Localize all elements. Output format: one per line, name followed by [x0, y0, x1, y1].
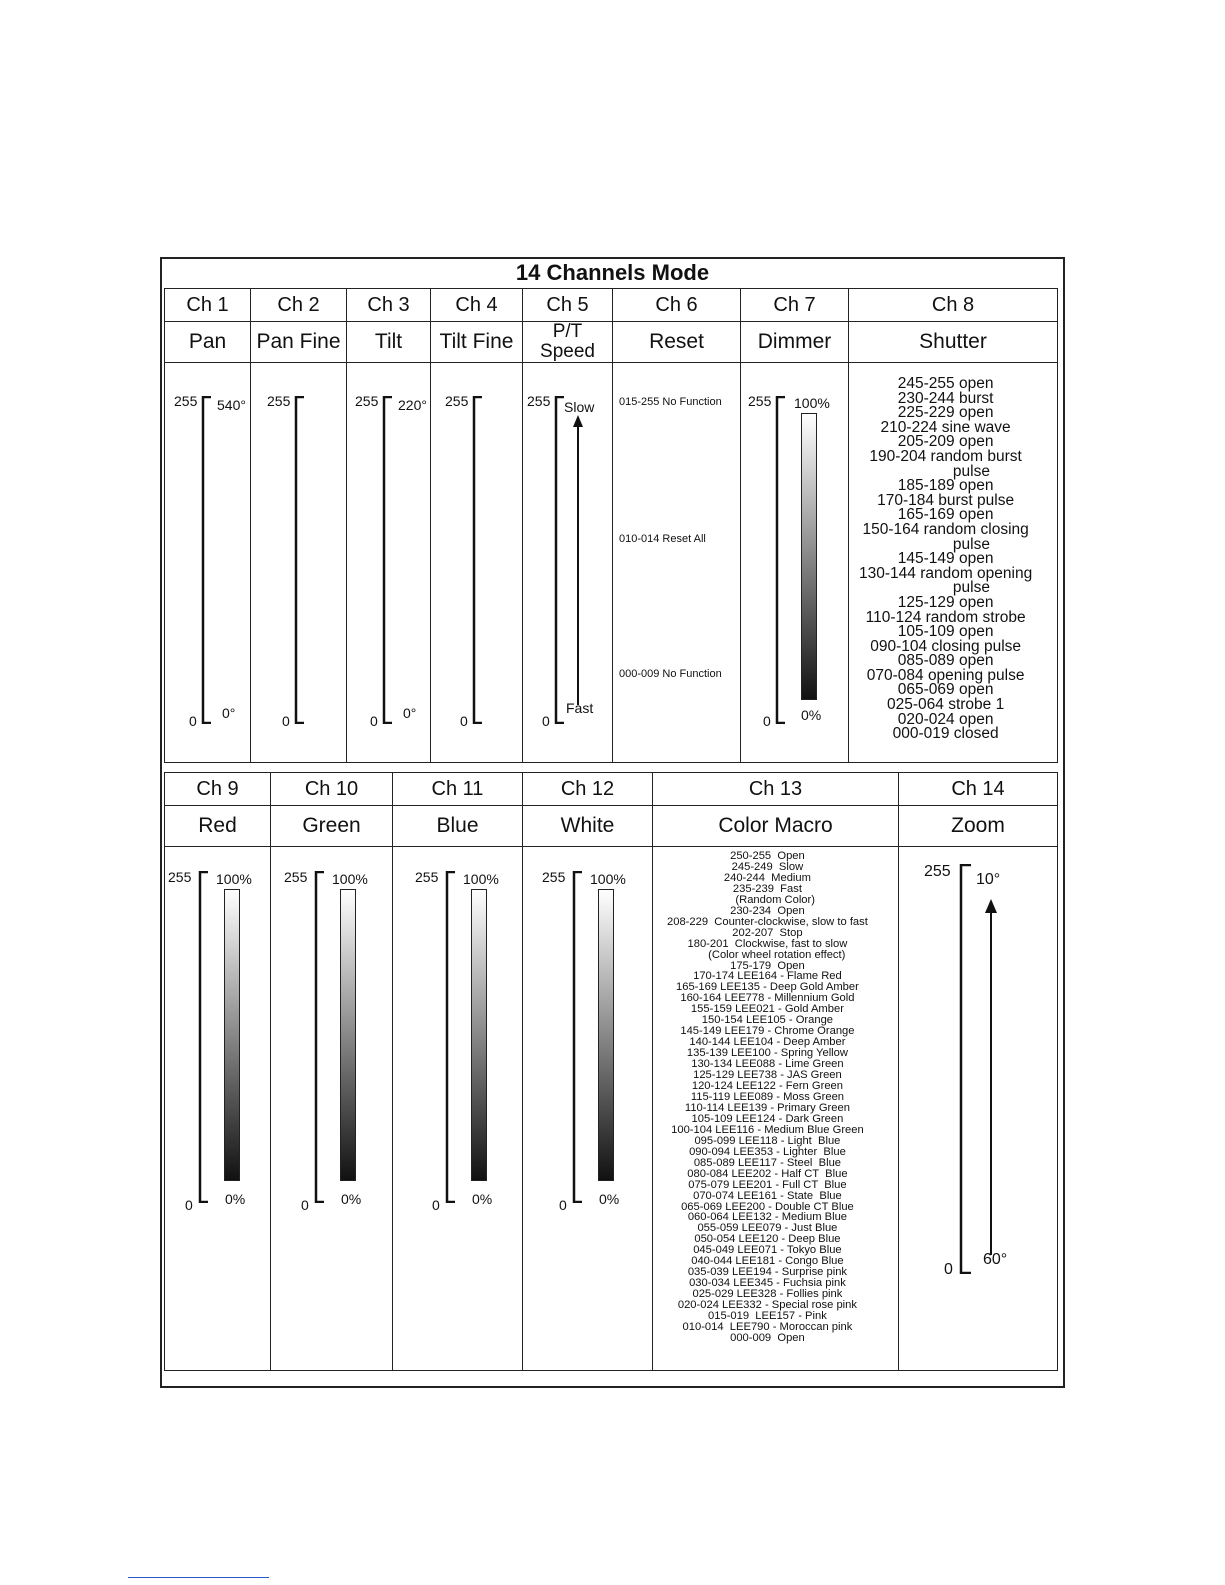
ch8-range-item: 230-244 burst: [897, 389, 994, 407]
ch8-range-item: 150-164 random closing: [862, 520, 1029, 538]
ch12-bottom-label: 0%: [599, 1191, 620, 1207]
ch1-header: Ch 1: [165, 289, 251, 322]
ch13-range-item: 090-094 LEE353 - Lighter Blue: [689, 1145, 846, 1158]
ch10-function: Green: [271, 806, 393, 847]
ch13-range-item: 165-169 LEE135 - Deep Gold Amber: [676, 981, 859, 994]
ch8-range-item: pulse: [901, 579, 990, 597]
ch13-range-item: 140-144 LEE104 - Deep Amber: [689, 1036, 846, 1049]
ch14-range-bracket: [959, 864, 975, 1274]
ch13-range-item: 145-149 LEE179 - Chrome Orange: [680, 1025, 855, 1038]
ch13-range-item: 180-201 Clockwise, fast to slow: [687, 937, 848, 950]
ch13-range-item: 230-234 Open: [730, 904, 805, 917]
ch8-range-item: 185-189 open: [897, 477, 994, 495]
ch8-range-item: 170-184 burst pulse: [877, 491, 1015, 509]
ch11-function: Blue: [393, 806, 523, 847]
ch14-range-cell: [899, 847, 1058, 1371]
ch3-header: Ch 3: [347, 289, 431, 322]
ch4-range-cell: [431, 363, 523, 763]
ch5-range-cell: [523, 363, 613, 763]
ch3-function: Tilt: [347, 322, 431, 363]
ch4-range-bracket: [472, 396, 486, 724]
ch13-range-item: 150-154 LEE105 - Orange: [701, 1014, 834, 1027]
ch8-range-item: 210-224 sine wave: [880, 418, 1011, 436]
channel-table-top: [164, 288, 1058, 763]
ch8-range-item: 025-064 strobe 1: [887, 696, 1005, 714]
ch14-header: Ch 14: [899, 773, 1058, 806]
ch13-color-macro-list: [667, 851, 868, 1344]
ch3-range-bracket: [382, 396, 396, 724]
ch7-min: 0: [763, 713, 771, 729]
ch8-range-item: 205-209 open: [897, 433, 994, 451]
ch13-range-item: 050-054 LEE120 - Deep Blue: [694, 1233, 841, 1246]
ch9-top-label: 100%: [216, 871, 252, 887]
ch7-range-cell: [741, 363, 849, 763]
ch8-range-item: 070-084 opening pulse: [866, 666, 1025, 684]
ch11-min: 0: [432, 1197, 440, 1213]
ch7-max: 255: [748, 393, 772, 409]
ch1-bottom-label: 0°: [222, 705, 236, 721]
ch11-max: 255: [415, 869, 439, 885]
ch13-range-item: 202-207 Stop: [732, 926, 803, 939]
ch8-range-item: 105-109 open: [897, 623, 994, 641]
ch10-min: 0: [301, 1197, 309, 1213]
ch9-bottom-label: 0%: [225, 1191, 246, 1207]
ch12-range-cell: [523, 847, 653, 1371]
ch8-range-item: pulse: [901, 462, 990, 480]
ch11-range-cell: [393, 847, 523, 1371]
ch8-header: Ch 8: [849, 289, 1058, 322]
ch8-range-item: 020-024 open: [897, 710, 994, 728]
ch13-range-item: 115-119 LEE089 - Moss Green: [690, 1090, 845, 1103]
ch13-range-item: 085-089 LEE117 - Steel Blue: [693, 1156, 842, 1169]
ch13-range-item: 080-084 LEE202 - Half CT Blue: [687, 1167, 848, 1180]
ch13-range-item: 000-009 Open: [730, 1331, 805, 1344]
ch13-range-item: 240-244 Medium: [723, 871, 811, 884]
ch3-range-cell: [347, 363, 431, 763]
ch2-max: 255: [267, 393, 291, 409]
ch7-function: Dimmer: [741, 322, 849, 363]
ch8-range-item: 225-229 open: [897, 404, 994, 422]
ch8-range-item: 000-019 closed: [892, 725, 999, 743]
ch13-range-item: 235-239 Fast: [732, 882, 802, 895]
ch10-max: 255: [284, 869, 308, 885]
ch14-max: 255: [924, 863, 951, 880]
ch11-range-bracket: [445, 871, 459, 1203]
ch8-function: Shutter: [849, 322, 1058, 363]
ch13-range-item: 155-159 LEE021 - Gold Amber: [690, 1003, 844, 1016]
ch3-bottom-label: 0°: [403, 705, 417, 721]
ch13-range-item: 035-039 LEE194 - Surprise pink: [687, 1266, 848, 1279]
page-title: 14 Channels Mode: [515, 260, 710, 285]
ch4-min: 0: [460, 713, 468, 729]
ch3-top-label: 220°: [398, 397, 427, 413]
ch14-zoom-arrow: [984, 899, 998, 1255]
ch13-function: Color Macro: [653, 806, 899, 847]
ch11-top-label: 100%: [463, 871, 499, 887]
ch13-range-item: 075-079 LEE201 - Full CT Blue: [688, 1178, 847, 1191]
ch13-range-item: 245-249 Slow: [731, 860, 804, 873]
ch3-min: 0: [370, 713, 378, 729]
ch1-max: 255: [174, 393, 198, 409]
ch8-range-item: 165-169 open: [897, 506, 994, 524]
ch8-range-item: 110-124 random strobe: [865, 608, 1026, 626]
ch13-range-item: (Color wheel rotation effect): [689, 948, 846, 961]
ch13-range-item: 060-064 LEE132 - Medium Blue: [687, 1211, 848, 1224]
ch1-min: 0: [189, 713, 197, 729]
ch5-header: Ch 5: [523, 289, 613, 322]
ch14-min: 0: [944, 1261, 953, 1278]
ch8-range-item: 090-104 closing pulse: [870, 637, 1022, 655]
ch1-range-bracket: [201, 396, 215, 724]
ch9-min: 0: [185, 1197, 193, 1213]
ch7-header: Ch 7: [741, 289, 849, 322]
ch13-range-item: 015-019 LEE157 - Pink: [708, 1310, 827, 1323]
ch3-max: 255: [355, 393, 379, 409]
ch5-max: 255: [527, 393, 551, 409]
ch13-range-item: 070-074 LEE161 - State Blue: [693, 1189, 842, 1202]
ch5-function-line2: Speed: [540, 341, 595, 362]
ch5-function-line1: P/T: [552, 321, 583, 343]
ch13-header: Ch 13: [653, 773, 899, 806]
ch14-function: Zoom: [899, 806, 1058, 847]
ch8-range-item: 145-149 open: [897, 550, 994, 568]
ch10-bottom-label: 0%: [341, 1191, 362, 1207]
ch7-top-label: 100%: [794, 395, 830, 411]
ch8-range-item: 130-144 random opening: [859, 564, 1033, 582]
footer-link-underline: [128, 1577, 269, 1578]
ch13-range-item: 175-179 Open: [730, 959, 805, 972]
ch12-white-gradient: [598, 889, 614, 1181]
ch13-range-item: 105-109 LEE124 - Dark Green: [691, 1112, 844, 1125]
ch8-shutter-list: [859, 377, 1032, 742]
ch14-bottom-label: 60°: [983, 1251, 1008, 1268]
ch7-range-bracket: [775, 396, 789, 724]
ch6-header: Ch 6: [613, 289, 741, 322]
ch9-header: Ch 9: [165, 773, 271, 806]
ch13-range-item: 170-174 LEE164 - Flame Red: [693, 970, 842, 983]
ch13-range-item: (Random Color): [719, 893, 815, 906]
ch7-bottom-label: 0%: [801, 707, 822, 723]
ch13-range-item: 030-034 LEE345 - Fuchsia pink: [689, 1277, 846, 1290]
ch5-function: [523, 322, 613, 363]
ch2-function: Pan Fine: [251, 322, 347, 363]
ch11-bottom-label: 0%: [472, 1191, 493, 1207]
ch13-range-item: 065-069 LEE200 - Double CT Blue: [681, 1200, 854, 1213]
ch7-dimmer-gradient: [801, 413, 817, 700]
ch11-header: Ch 11: [393, 773, 523, 806]
ch12-function: White: [523, 806, 653, 847]
ch5-range-bracket: [554, 396, 568, 724]
ch4-header: Ch 4: [431, 289, 523, 322]
ch13-range-cell: [653, 847, 899, 1371]
ch14-top-label: 10°: [976, 871, 1001, 888]
ch2-min: 0: [282, 713, 290, 729]
ch13-range-item: 095-099 LEE118 - Light Blue: [694, 1134, 841, 1147]
ch12-range-bracket: [572, 871, 586, 1203]
ch10-top-label: 100%: [332, 871, 368, 887]
ch10-header: Ch 10: [271, 773, 393, 806]
ch13-range-item: 110-114 LEE139 - Primary Green: [684, 1101, 850, 1114]
ch10-green-gradient: [340, 889, 356, 1181]
ch10-range-cell: [271, 847, 393, 1371]
ch10-range-bracket: [314, 871, 328, 1203]
ch13-range-item: 125-129 LEE738 - JAS Green: [693, 1069, 842, 1082]
ch13-range-item: 020-024 LEE332 - Special rose pink: [677, 1299, 857, 1312]
ch5-top-label: Slow: [564, 399, 595, 415]
ch2-range-cell: [251, 363, 347, 763]
ch5-speed-arrow: [572, 415, 584, 705]
channel-table-bottom: [164, 772, 1058, 1371]
ch13-range-item: 055-059 LEE079 - Just Blue: [697, 1222, 838, 1235]
ch5-min: 0: [542, 713, 550, 729]
ch13-range-item: 045-049 LEE071 - Tokyo Blue: [693, 1244, 842, 1257]
ch5-bottom-label: Fast: [566, 700, 594, 716]
ch12-min: 0: [559, 1197, 567, 1213]
ch13-range-item: 208-229 Counter-clockwise, slow to fast: [667, 915, 868, 928]
ch13-range-item: 130-134 LEE088 - Lime Green: [691, 1058, 844, 1071]
ch13-range-item: 160-164 LEE778 - Millennium Gold: [680, 992, 855, 1005]
ch13-range-item: 025-029 LEE328 - Follies pink: [692, 1288, 843, 1301]
ch9-red-gradient: [224, 889, 240, 1181]
ch8-range-cell: [849, 363, 1058, 763]
ch9-range-bracket: [198, 871, 212, 1203]
ch6-function: Reset: [613, 322, 741, 363]
ch9-range-cell: [165, 847, 271, 1371]
ch8-range-item: 085-089 open: [897, 652, 994, 670]
ch13-range-item: 120-124 LEE122 - Fern Green: [691, 1080, 843, 1093]
ch4-max: 255: [445, 393, 469, 409]
ch6-range-3: 000-009 No Function: [619, 668, 722, 680]
ch13-range-item: 250-255 Open: [730, 850, 805, 862]
ch9-max: 255: [168, 869, 192, 885]
ch13-range-item: 040-044 LEE181 - Congo Blue: [691, 1255, 844, 1268]
ch4-function: Tilt Fine: [431, 322, 523, 363]
ch6-range-cell: [613, 363, 741, 763]
ch6-range-2: 010-014 Reset All: [619, 533, 706, 545]
ch6-range-1: 015-255 No Function: [619, 396, 722, 408]
ch2-header: Ch 2: [251, 289, 347, 322]
ch9-function: Red: [165, 806, 271, 847]
ch13-range-item: 135-139 LEE100 - Spring Yellow: [686, 1047, 848, 1060]
ch13-range-item: 010-014 LEE790 - Moroccan pink: [682, 1320, 853, 1333]
ch12-max: 255: [542, 869, 566, 885]
ch8-range-item: 190-204 random burst: [869, 447, 1022, 465]
ch11-blue-gradient: [471, 889, 487, 1181]
ch13-range-item: 100-104 LEE116 - Medium Blue Green: [671, 1123, 864, 1136]
ch1-top-label: 540°: [217, 397, 246, 413]
ch8-range-item: 125-129 open: [897, 593, 994, 611]
ch12-top-label: 100%: [590, 871, 626, 887]
ch12-header: Ch 12: [523, 773, 653, 806]
ch2-range-bracket: [294, 396, 308, 724]
ch8-range-item: 065-069 open: [897, 681, 994, 699]
ch1-range-cell: [165, 363, 251, 763]
ch1-function: Pan: [165, 322, 251, 363]
ch8-range-item: pulse: [901, 535, 990, 553]
ch8-range-item: 245-255 open: [897, 375, 994, 392]
